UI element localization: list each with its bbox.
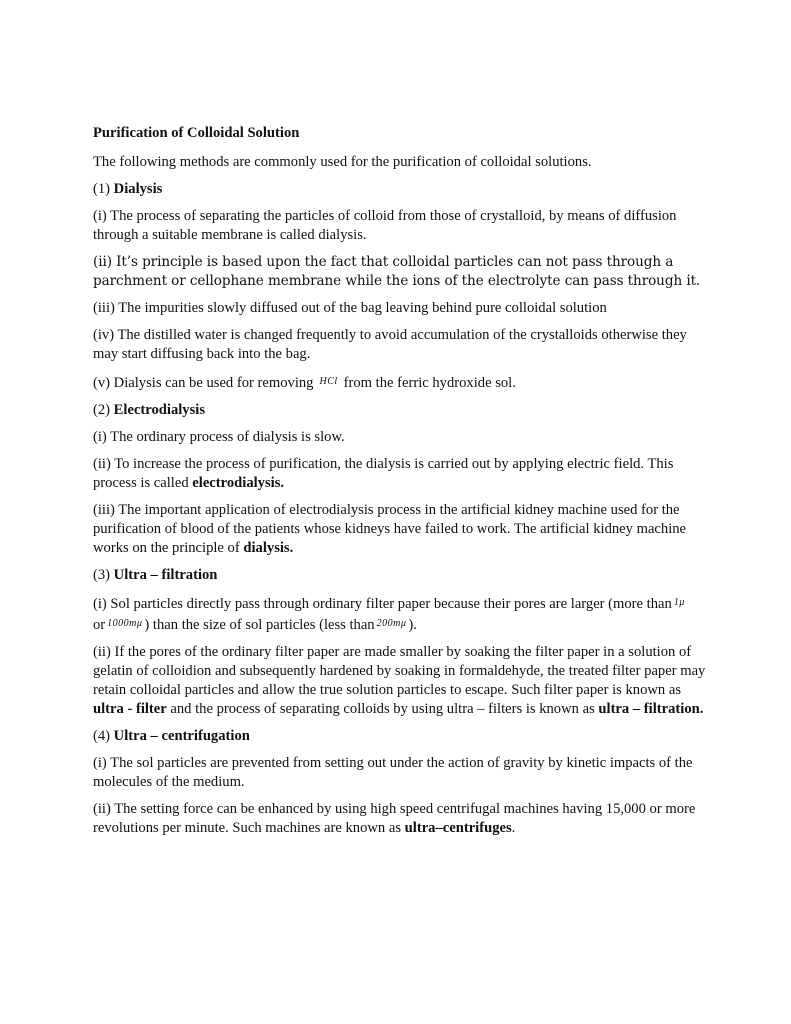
dialysis-paragraph-3: (iii) The impurities slowly diffused out of the bag leaving behind pure colloidal solution — [93, 300, 607, 316]
section-title: Ultra – filtration — [113, 567, 218, 583]
page-title: Purification of Colloidal Solution — [93, 125, 300, 141]
formula-1-micron: 1μ — [673, 597, 685, 608]
text-run: ). — [408, 617, 417, 633]
intro-paragraph: The following methods are commonly used for the purification of colloidal solutions. — [93, 154, 592, 170]
section-number: (4) — [93, 728, 114, 744]
section-number: (2) — [93, 402, 114, 418]
ultracentrifugation-paragraph-2 — [93, 800, 708, 838]
formula-1000-millimicron: 1000mμ — [107, 618, 143, 629]
dialysis-paragraph-1: (i) The process of separating the particles of colloid from those of crystalloid, by means of diffusion through a suitable membrane is called dialysis. — [93, 208, 677, 243]
text-run: . — [511, 820, 516, 836]
ultrafiltration-paragraph-2 — [93, 643, 708, 719]
text-run: (ii) The setting force can be enhanced by using high speed centrifugal machines having 15,000 or more revolutions per minute. Such machines are known as — [93, 801, 696, 836]
section-title: Electrodialysis — [113, 402, 206, 418]
section-number: (3) — [93, 567, 114, 583]
text-run: and the process of separating colloids by using ultra – filters is known as — [166, 701, 599, 717]
formula-hcl: HCl — [319, 376, 338, 387]
section-heading-ultracentrifugation — [93, 727, 708, 746]
dialysis-paragraph-5 — [93, 372, 708, 393]
dialysis-paragraph-2: (ii) It’s principle is based upon the fact that colloidal particles can not pass through a parchment or cellophane membrane while the ions of the electrolyte can pass through it. — [93, 254, 701, 289]
text-run: (ii) If the pores of the ordinary filter paper are made smaller by soaking the filter paper in a solution of gelatin of colloidion and subsequently hardened by soaking in formaldehyde, the treated filter paper may retain colloidal particles and allow the true solution particles to escape. Such filter paper is known as — [93, 644, 706, 698]
text-run: (v) Dialysis can be used for removing — [93, 375, 314, 391]
electrodialysis-paragraph-2 — [93, 455, 708, 493]
section-heading-dialysis — [93, 180, 708, 199]
section-number: (1) — [93, 181, 114, 197]
bold-term: ultra – filtration. — [598, 701, 704, 717]
bold-term: electrodialysis. — [192, 475, 285, 491]
text-run: ) than the size of sol particles (less than — [144, 617, 375, 633]
text-run: from the ferric hydroxide sol. — [343, 375, 516, 391]
electrodialysis-paragraph-1: (i) The ordinary process of dialysis is slow. — [93, 429, 345, 445]
dialysis-paragraph-4: (iv) The distilled water is changed frequently to avoid accumulation of the crystalloids otherwise they may start diffusing back into the bag. — [93, 327, 687, 362]
bold-term: ultra - filter — [93, 701, 167, 717]
section-heading-electrodialysis — [93, 401, 708, 420]
section-title: Ultra – centrifugation — [113, 728, 250, 744]
bold-term: dialysis. — [243, 540, 294, 556]
text-run: (i) Sol particles directly pass through ordinary filter paper because their pores are larger (more than — [93, 596, 672, 612]
text-run: or — [93, 617, 106, 633]
document-body — [93, 124, 708, 846]
text-run: (iii) The important application of electrodialysis process in the artificial kidney machine used for the purification of blood of the patients whose kidneys have failed to work. The artificial kidney machine works on the principle of — [93, 502, 687, 556]
electrodialysis-paragraph-3 — [93, 501, 708, 558]
formula-200-millimicron: 200mμ — [376, 618, 407, 629]
section-heading-ultrafiltration — [93, 566, 708, 585]
section-title: Dialysis — [113, 181, 163, 197]
text-run: (ii) To increase the process of purification, the dialysis is carried out by applying electric field. This process is called — [93, 456, 674, 491]
ultracentrifugation-paragraph-1: (i) The sol particles are prevented from setting out under the action of gravity by kinetic impacts of the molecules of the medium. — [93, 755, 693, 790]
bold-term: ultra–centrifuges — [404, 820, 512, 836]
ultrafiltration-paragraph-1 — [93, 593, 708, 635]
